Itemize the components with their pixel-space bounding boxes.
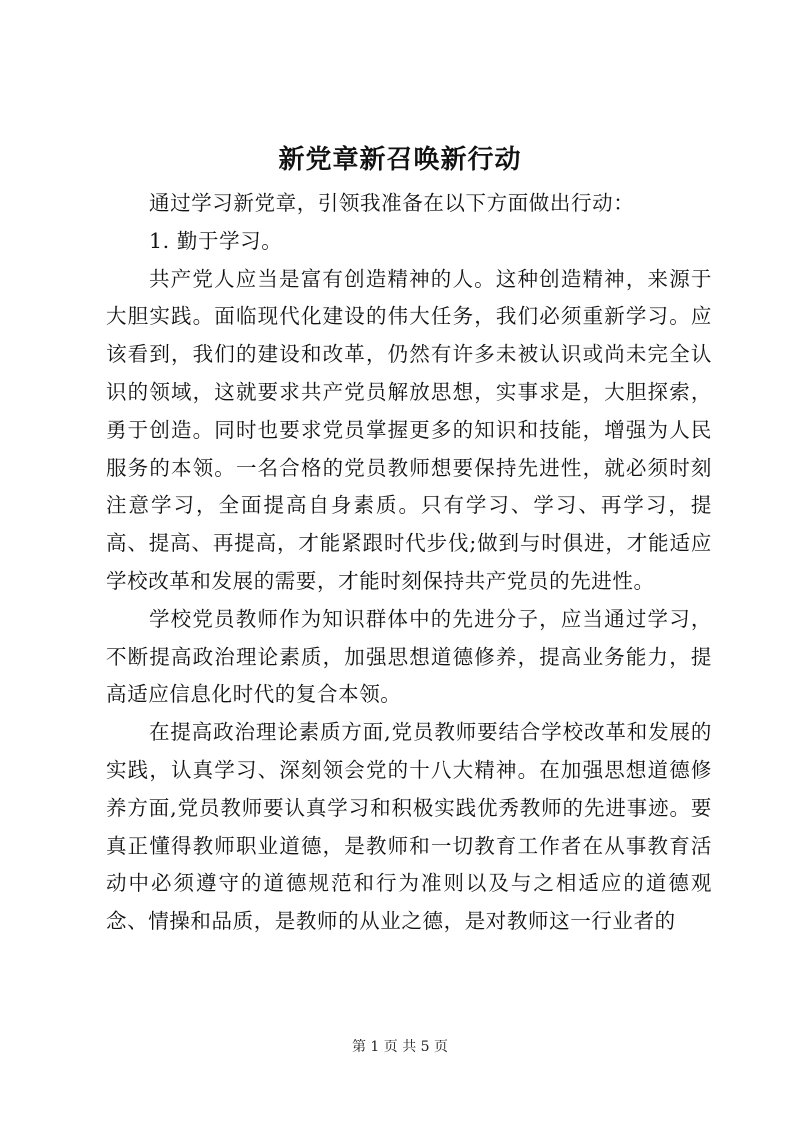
- paragraph-intro: 通过学习新党章，引领我准备在以下方面做出行动：: [149, 191, 635, 215]
- paragraph-creative-spirit: 共产党人应当是富有创造精神的人。这种创造精神，来源于大胆实践。面临现代化建设的伟大任务，我们必须重新学习。应该看到，我们的建设和改革，仍然有许多未被认识或尚未完全认识的领域，这就要求共产党员解放思想，实事求是，大胆探索，勇于创造。同时也要求党员掌握更多的知识和技能，增强为人民服务的本领。一名合格的党员教师想要保持先进性，就必须时刻注意学习，全面提高自身素质。只有学习、学习、再学习，提高、提高、再提高，才能紧跟时代步伐;做到与时俱进，才能适应学校改革和发展的需要，才能时刻保持共产党员的先进性。: [106, 266, 712, 593]
- document-body: [106, 185, 712, 941]
- page-footer: 第 1 页 共 5 页: [351, 1039, 449, 1055]
- paragraph-heading-1: 1. 勤于学习。: [149, 228, 283, 253]
- paragraph-teacher-study: 学校党员教师作为知识群体中的先进分子，应当通过学习，不断提高政治理论素质，加强思想道德修养，提高业务能力，提高适应信息化时代的复合本领。: [106, 606, 712, 707]
- paragraph-political-theory: 在提高政治理论素质方面,党员教师要结合学校改革和发展的实践，认真学习、深刻领会党的十八大精神。在加强思想道德修养方面,党员教师要认真学习和积极实践优秀教师的先进事迹。要真正懂得教师职业道德，是教师和一切教育工作者在从事教育活动中必须遵守的道德规范和行为准则以及与之相适应的道德观念、情操和品质，是教师的从业之德，是对教师这一行业者的: [106, 720, 712, 934]
- document-title: 新党章新召唤新行动: [278, 145, 522, 175]
